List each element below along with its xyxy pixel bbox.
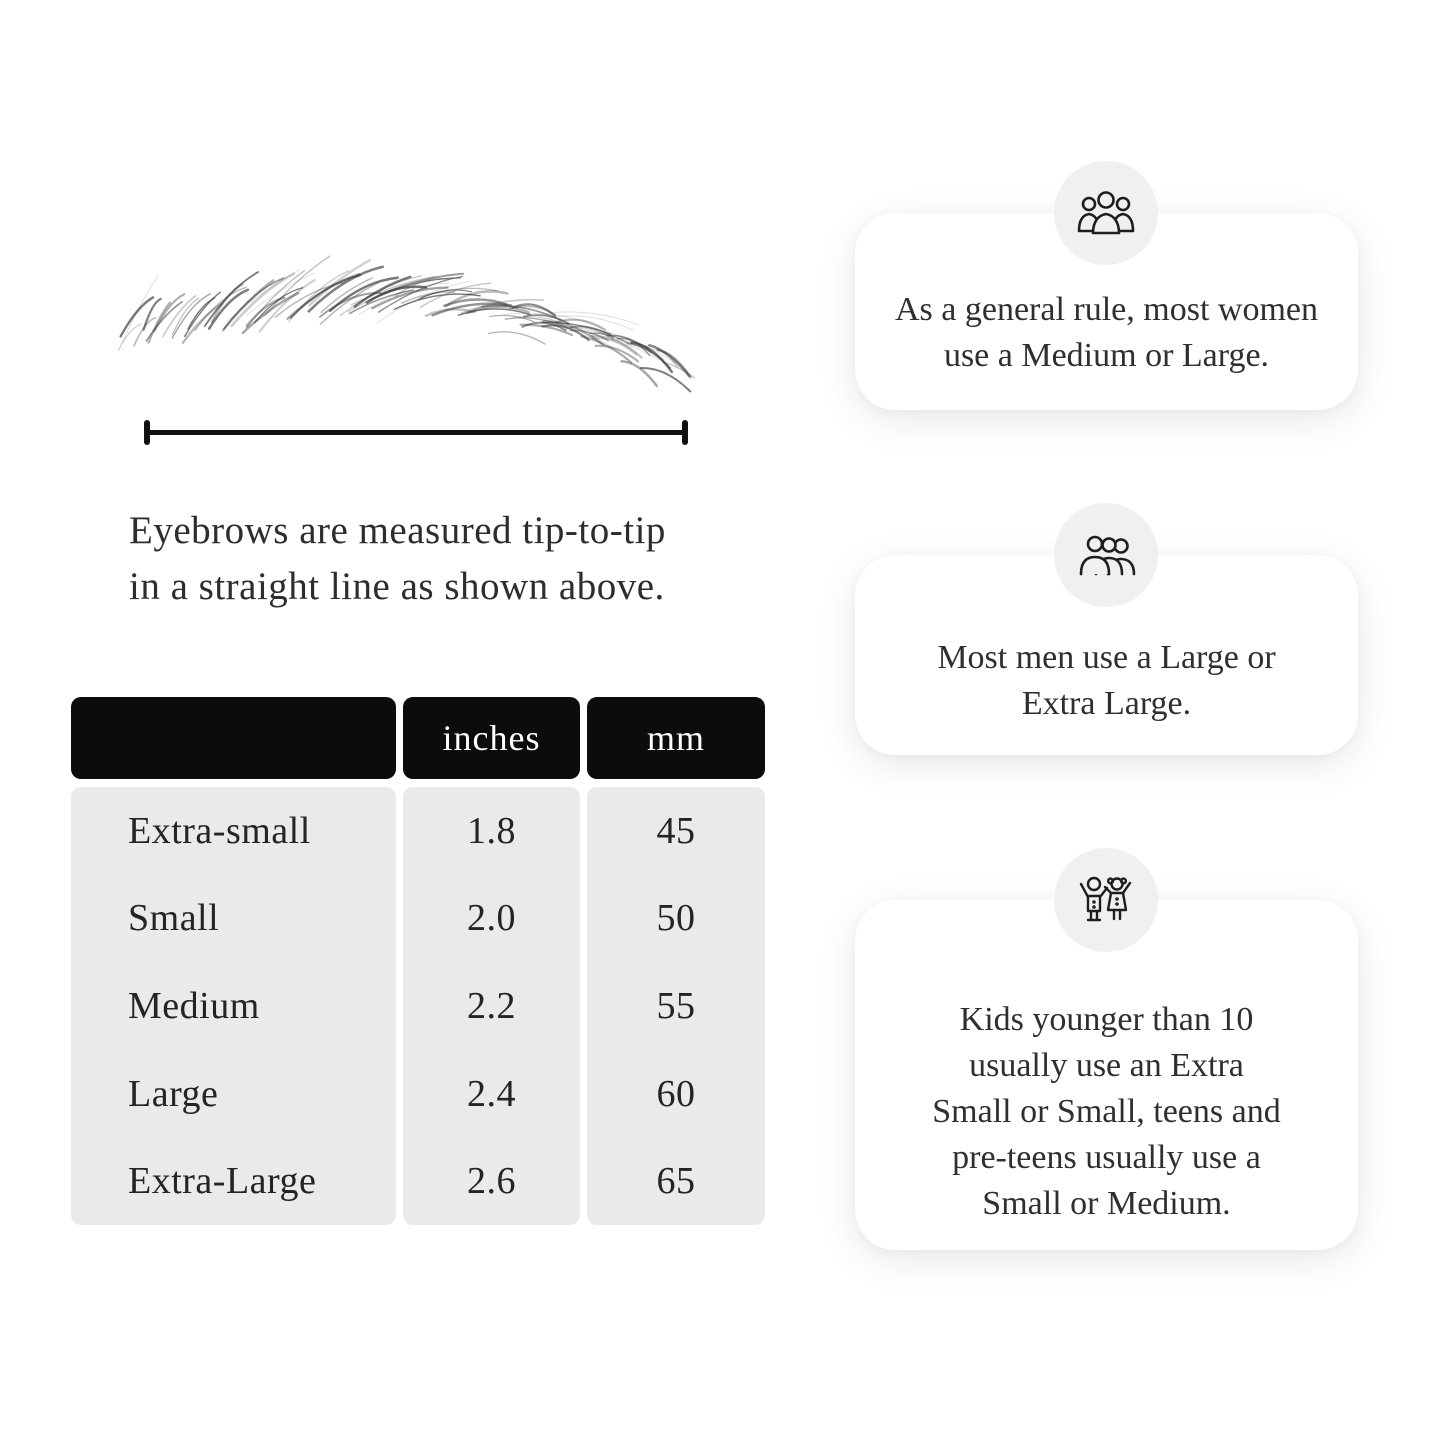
eyebrow-hairs [113,238,695,396]
info-card-women [855,213,1358,410]
inches-cell: 2.0 [467,897,516,940]
info-card-kids [855,900,1358,1250]
mm-cell: 50 [656,897,696,940]
mm-cell: 55 [656,984,696,1027]
size-cell: Extra-Large [128,1160,317,1203]
card-text [865,287,1348,379]
size-column [71,787,396,1225]
measurement-bar [146,430,686,435]
card-text-line: Small or Small, teens and [932,1093,1281,1130]
size-cell: Extra-small [128,809,311,852]
measurement-line [144,420,688,445]
size-cell: Small [128,897,220,940]
size-table-body [71,787,765,1225]
icon-circle [1054,503,1158,607]
eyebrow-illustration [113,238,695,396]
header-cell-mm: mm [587,697,765,779]
icon-circle [1054,848,1158,952]
measurement-caption [129,503,666,615]
women-group-icon [1075,190,1137,236]
header-cell-inches: inches [403,697,580,779]
card-text-line: Kids younger than 10 [959,1001,1254,1038]
size-table-header [71,697,765,779]
icon-circle [1054,161,1158,265]
mm-column [587,787,765,1225]
card-text-line: use a Medium or Large. [943,337,1270,374]
mm-cell: 45 [656,809,696,852]
caption-line: in a straight line as shown above. [129,565,665,608]
card-text [865,635,1348,727]
inches-cell: 2.4 [467,1072,516,1115]
kids-icon [1075,875,1137,925]
caption-line: Eyebrows are measured tip-to-tip [129,509,666,552]
men-group-icon [1075,532,1137,578]
inches-column [403,787,580,1225]
card-text [865,997,1348,1227]
card-text-line: pre-teens usually use a [952,1139,1261,1176]
card-text-line: As a general rule, most women [895,291,1318,328]
header-cell-size [71,697,396,779]
card-text-line: Most men use a Large or [937,639,1276,676]
mm-cell: 65 [656,1160,696,1203]
card-text-line: usually use an Extra [969,1047,1244,1084]
inches-cell: 1.8 [467,809,516,852]
mm-cell: 60 [656,1072,696,1115]
inches-cell: 2.6 [467,1160,516,1203]
measurement-endcap-right [682,420,688,445]
size-cell: Medium [128,984,260,1027]
inches-cell: 2.2 [467,984,516,1027]
card-text-line: Small or Medium. [982,1185,1231,1222]
size-cell: Large [128,1072,219,1115]
card-text-line: Extra Large. [1021,685,1192,722]
info-card-men [855,555,1358,755]
